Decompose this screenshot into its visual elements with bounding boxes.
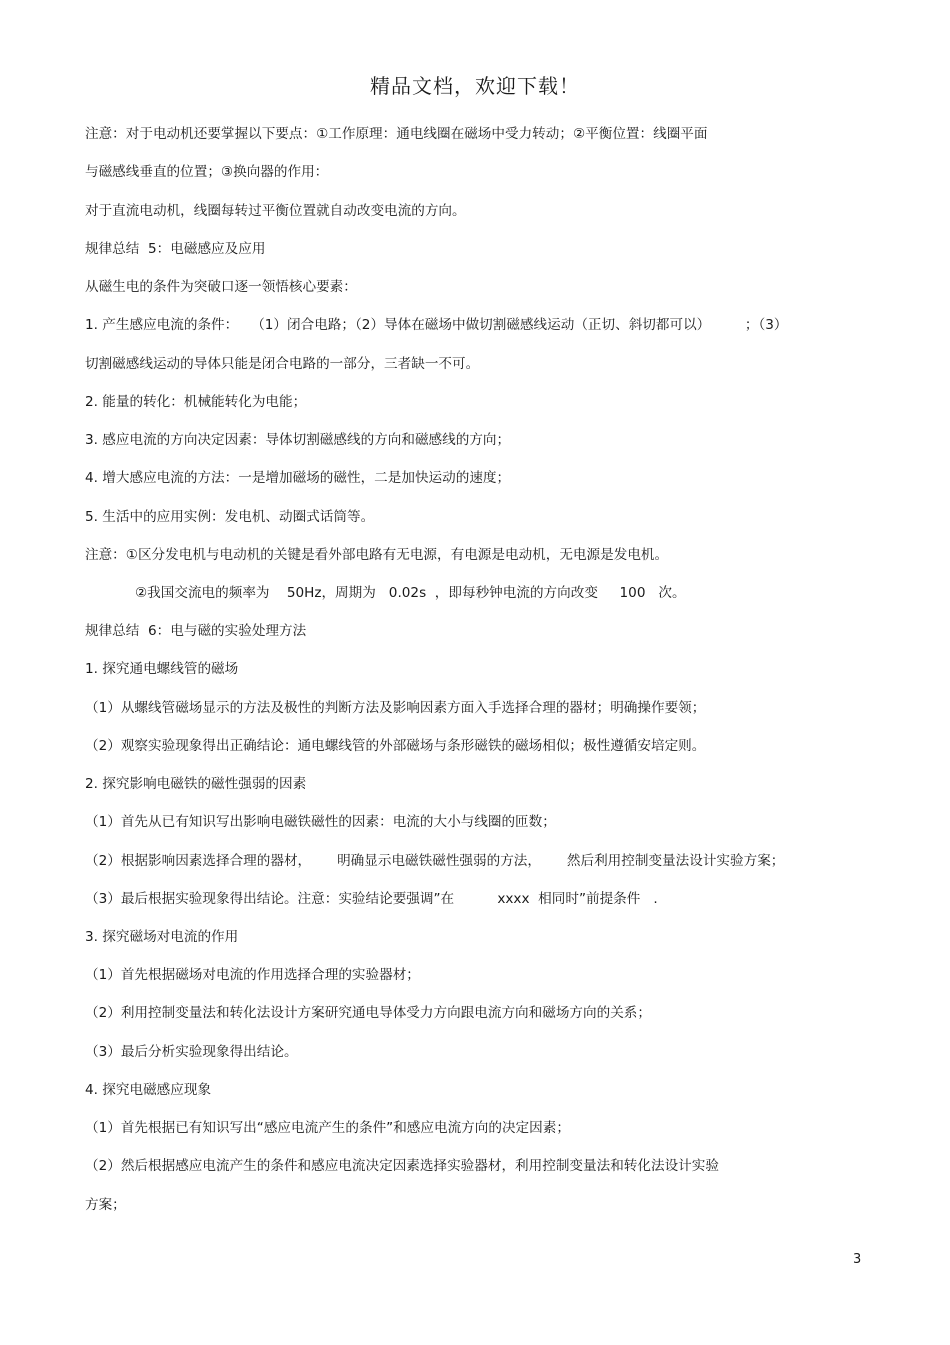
text-line: 从磁生电的条件为突破口逐一领悟核心要素： [85, 279, 357, 295]
page-title: 精品文档，欢迎下载！ [370, 74, 580, 98]
text-line: 2. 探究影响电磁铁的磁性强弱的因素 [85, 776, 307, 792]
text-line: 3. 探究磁场对电流的作用 [85, 929, 239, 945]
text-line: 1. 探究通电螺线管的磁场 [85, 661, 239, 677]
section-heading: 规律总结 5：电磁感应及应用 [85, 241, 266, 257]
text-line: 与磁感线垂直的位置；③换向器的作用： [85, 164, 329, 180]
text-line: 注意：对于电动机还要掌握以下要点：①工作原理：通电线圈在磁场中受力转动；②平衡位置：线圈平面 [85, 126, 708, 142]
text-line: （2）然后根据感应电流产生的条件和感应电流决定因素选择实验器材，利用控制变量法和转化法设计实验 [85, 1158, 719, 1174]
text-line: 切割磁感线运动的导体只能是闭合电路的一部分，三者缺一不可。 [85, 356, 480, 372]
text-line: 5. 生活中的应用实例：发电机、动圈式话筒等。 [85, 509, 375, 525]
text-line: 注意：①区分发电机与电动机的关键是看外部电路有无电源，有电源是电动机，无电源是发电机。 [85, 547, 669, 563]
text-line: 3. 感应电流的方向决定因素：导体切割磁感线的方向和磁感线的方向； [85, 432, 511, 448]
text-line: （3）最后根据实验现象得出结论。注意：实验结论要强调”在 xxxx 相同时”前提条件 . [85, 891, 658, 907]
page-number: 3 [853, 1252, 862, 1267]
text-line: 4. 增大感应电流的方法：一是增加磁场的磁性，二是加快运动的速度； [85, 470, 511, 486]
text-line: ②我国交流电的频率为 50Hz，周期为 0.02s ，即每秒钟电流的方向改变 100 次。 [135, 585, 686, 601]
text-line: 方案； [85, 1197, 126, 1213]
text-line: （2）观察实验现象得出正确结论：通电螺线管的外部磁场与条形磁铁的磁场相似；极性遵循安培定则。 [85, 738, 706, 754]
text-line: 1. 产生感应电流的条件： （1）闭合电路；（2）导体在磁场中做切割磁感线运动（正切、斜切都可以） ；（3） [85, 317, 788, 333]
text-line: （1）首先根据磁场对电流的作用选择合理的实验器材； [85, 967, 420, 983]
section-heading: 规律总结 6：电与磁的实验处理方法 [85, 623, 307, 639]
text-line: （2）利用控制变量法和转化法设计方案研究通电导体受力方向跟电流方向和磁场方向的关系； [85, 1005, 651, 1021]
text-line: （1）首先从已有知识写出影响电磁铁磁性的因素：电流的大小与线圈的匝数； [85, 814, 556, 830]
text-line: 2. 能量的转化：机械能转化为电能； [85, 394, 307, 410]
text-line: （1）从螺线管磁场显示的方法及极性的判断方法及影响因素方面入手选择合理的器材；明确操作要领； [85, 700, 706, 716]
text-line: 4. 探究电磁感应现象 [85, 1082, 212, 1098]
text-line: （2）根据影响因素选择合理的器材， 明确显示电磁铁磁性强弱的方法， 然后利用控制变量法设计实验方案； [85, 853, 785, 869]
text-line: （1）首先根据已有知识写出“感应电流产生的条件”和感应电流方向的决定因素； [85, 1120, 570, 1136]
text-line: 对于直流电动机，线圈每转过平衡位置就自动改变电流的方向。 [85, 203, 466, 219]
text-line: （3）最后分析实验现象得出结论。 [85, 1044, 298, 1060]
